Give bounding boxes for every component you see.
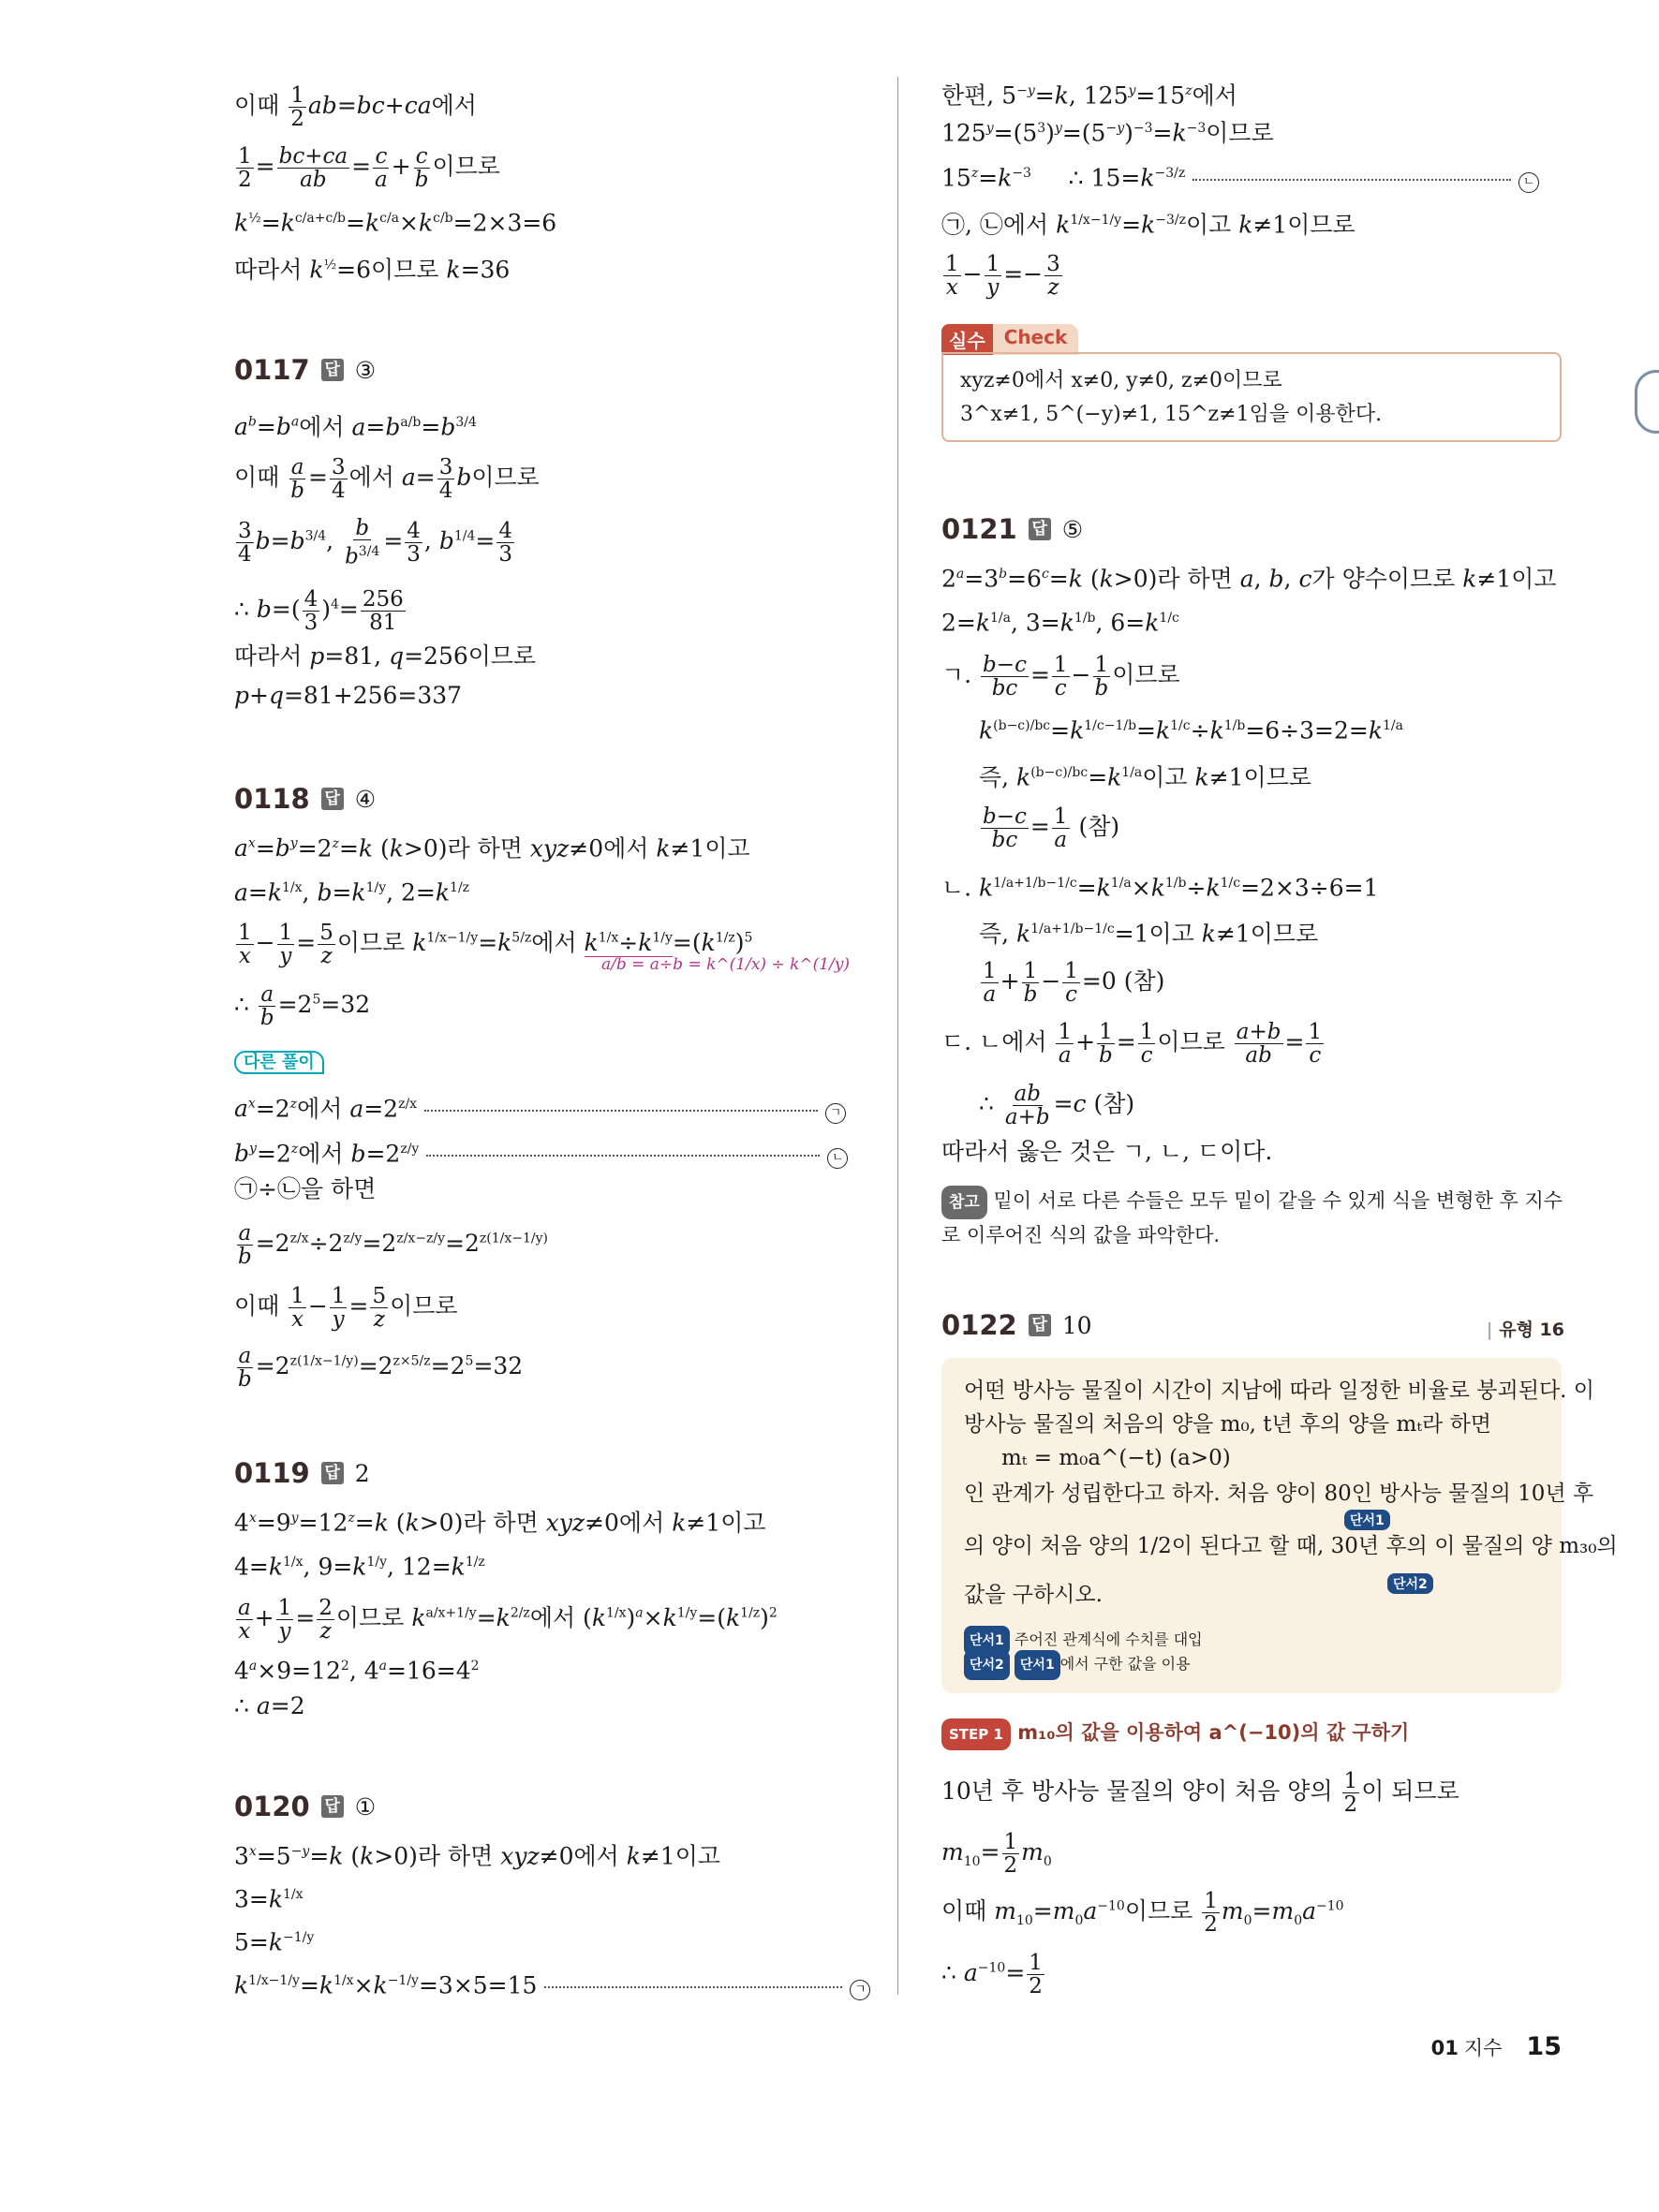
check-header: 실수 Check xyxy=(941,324,1078,355)
alt-line-6: $\frac{a}{b}$ $=2^{z(1/x-1/y)}=2^{z\times 5/z}=2^5=32$ xyxy=(238,1344,524,1392)
p0120-line-4: $k^{1/x-1/y}=k^{1/x}\times k^{-1/y}=3\times 5=15$ ㄱ xyxy=(234,1967,870,2000)
alt-line-1: $a^x=2^z$에서 $a=2^{z/x}$ ㄱ xyxy=(234,1090,846,1124)
answer-badge: 답 xyxy=(321,1462,344,1484)
step-line-2: $m_{10}=$ $\frac{1}{2}$ $m_0$ xyxy=(941,1830,1052,1878)
p0121-line-2: $2=k^{1/a}$, $3=k^{1/b}$, $6=k^{1/c}$ xyxy=(941,609,1179,637)
chapter-number: 01 xyxy=(1430,2037,1459,2059)
mark-3: ㄱ xyxy=(850,1980,870,2000)
step-badge: STEP 1 xyxy=(941,1718,1011,1750)
p0119-line-3: $\frac{a}{x}$ + $\frac{1}{y}$ = $\frac{2}{z}$ 이므로 $k^{a/x+1/y}=k^{2/z}$에서 $(k^{1/x})^a\times k^{1/y}=(k^{1/z})^2$ xyxy=(238,1596,778,1644)
p0121-line-9: $\frac{1}{a}$ + $\frac{1}{b}$ − $\frac{1}{c}$ =0 (참) xyxy=(983,959,1165,1007)
box-line-6: 값을 구하시오. xyxy=(964,1583,1103,1607)
p0121-line-7: ㄴ. $k^{1/a+1/b-1/c}=k^{1/a}\times k^{1/b}\div k^{1/c}=2\times 3\div 6=1$ xyxy=(941,874,1379,902)
p0121-line-8: 즉, $k^{1/a+1/b-1/c}=1$이고 k≠1이므로 xyxy=(979,920,1319,948)
page-footer xyxy=(1431,2032,1562,2061)
check-box xyxy=(941,352,1562,442)
p0117-line-6: p+q=81+256=337 xyxy=(234,682,463,709)
p0121-line-6: $\frac{b-c}{bc}$ = $\frac{1}{a}$ (참) xyxy=(983,804,1120,852)
p0121-line-4: $k^{(b-c)/bc}=k^{1/c-1/b}=k^{1/c}\div k^{1/b}=6\div 3=2=k^{1/a}$ xyxy=(979,716,1403,745)
answer-value: 2 xyxy=(354,1459,370,1487)
intro-line-1: 이때 $\frac{1}{2}$ ab=bc+ca에서 xyxy=(234,83,477,131)
clue-1-badge: 단서1 xyxy=(1344,1510,1390,1530)
box-line-3: mₜ = m₀a^(−t) (a>0) xyxy=(1001,1446,1231,1470)
problem-number: 0120 xyxy=(234,1791,310,1822)
mark-4: ㄴ xyxy=(1518,172,1539,193)
problem-0119-header xyxy=(234,1457,370,1489)
p0118-line-4: ∴ $\frac{a}{b}$ $=2^5=32$ xyxy=(234,982,371,1030)
cont-line-5: $\frac{1}{x}$ − $\frac{1}{y}$ =− $\frac{3}{z}$ xyxy=(945,252,1060,300)
step-line-1: 10년 후 방사능 물질의 양이 처음 양의 $\frac{1}{2}$ 이 되므로 xyxy=(941,1769,1459,1817)
problem-0117-header xyxy=(234,354,376,386)
check-line-2: 3^x≠1, 5^(−y)≠1, 15^z≠1임을 이용한다. xyxy=(960,403,1383,426)
intro-line-3: $k^{\frac{1}{2}}=k^{c/a+c/b}=k^{c/a}\times k^{c/b}=2\times 3=6$ xyxy=(234,209,557,237)
answer-value: ① xyxy=(354,1792,377,1821)
cont-line-4: ㉠, ㉡에서 $k^{1/x-1/y}=k^{-3/z}$이고 k≠1이므로 xyxy=(941,211,1355,239)
p0118-annotation: a/b = a÷b = k^(1/x) ÷ k^(1/y) xyxy=(601,955,851,974)
p0120-line-1: $3^x=5^{-y}=k$ (k>0)라 하면 xyz≠0에서 k≠1이고 xyxy=(234,1842,721,1870)
answer-badge: 답 xyxy=(321,788,344,810)
p0117-line-4: ∴ b=( $\frac{4}{3}$ )$^4$= $\frac{256}{81}$ xyxy=(234,587,404,635)
clue-2-hint: 단서2 단서1 에서 구한 값을 이용 xyxy=(964,1650,1191,1680)
problem-0121-header xyxy=(941,513,1083,545)
page-number: 15 xyxy=(1526,2032,1562,2061)
p0118-line-1: $a^x=b^y=2^z=k$ (k>0)라 하면 xyz≠0에서 k≠1이고 xyxy=(234,834,750,863)
problem-number: 0121 xyxy=(941,513,1017,545)
problem-number: 0118 xyxy=(234,783,310,815)
answer-badge: 답 xyxy=(1029,518,1051,540)
p0117-line-1: $a^b=b^a$에서 $a=b^{a/b}=b^{3/4}$ xyxy=(234,413,477,441)
problem-0120-header xyxy=(234,1791,376,1822)
answer-badge: 답 xyxy=(321,1795,344,1818)
p0121-line-10: ㄷ. ㄴ에서 $\frac{1}{a}$ + $\frac{1}{b}$ = $\frac{1}{c}$ 이므로 $\frac{a+b}{ab}$ = $\frac{1}{c}$ xyxy=(941,1020,1323,1068)
box-line-1: 어떤 방사능 물질이 시간이 지남에 따라 일정한 비율로 붕괴된다. 이 xyxy=(964,1379,1594,1403)
p0117-line-3: $\frac{3}{4}$ $b=b^{3/4}$, $\frac{b}{b^{3/4}}$ = $\frac{4}{3}$ , $b^{1/4}=$ $\frac{4}{3}$ xyxy=(238,516,512,569)
p0121-note xyxy=(941,1185,1564,1251)
step-title: m₁₀의 값을 이용하여 a^(−10)의 값 구하기 xyxy=(1017,1721,1410,1744)
cont-line-3: $15^z=k^{-3}$ ∴ $15=k^{-3/z}$ ㄴ xyxy=(941,159,1539,193)
note-text: 밑이 서로 다른 수들은 모두 밑이 같을 수 있게 식을 변형한 후 지수로 이루어진 식의 값을 파악한다. xyxy=(941,1189,1563,1246)
p0117-line-2: 이때 $\frac{a}{b}$ = $\frac{3}{4}$ 에서 a= $\frac{3}{4}$ b이므로 xyxy=(234,455,540,503)
chapter-tab-mark xyxy=(1635,370,1659,434)
problem-number: 0117 xyxy=(234,354,310,386)
clue-2-badge: 단서2 xyxy=(1387,1573,1433,1594)
p0120-line-3: $5=k^{-1/y}$ xyxy=(234,1928,315,1956)
answer-badge: 답 xyxy=(1029,1314,1051,1336)
p0119-line-2: $4=k^{1/x}$, $9=k^{1/y}$, $12=k^{1/z}$ xyxy=(234,1553,485,1581)
problem-number: 0119 xyxy=(234,1457,310,1489)
alt-solution-label: 다른 풀이 xyxy=(234,1049,324,1073)
p0119-line-5: ∴ a=2 xyxy=(234,1692,305,1719)
box-line-4: 인 관계가 성립한다고 하자. 처음 양이 80인 방사능 물질의 10년 후 xyxy=(964,1482,1594,1506)
mark-2: ㄴ xyxy=(827,1148,848,1169)
answer-badge: 답 xyxy=(321,359,344,381)
answer-value: ③ xyxy=(354,356,377,384)
check-line-1: xyz≠0에서 x≠0, y≠0, z≠0이므로 xyxy=(960,369,1282,392)
p0118-line-3: $\frac{1}{x}$ − $\frac{1}{y}$ = $\frac{5}{z}$ 이므로 $k^{1/x-1/y}=k^{5/z}$에서 $k^{1/x}\div k^{1/y}=(k^{1/z})^5$ xyxy=(238,921,753,968)
alt-line-5: 이때 $\frac{1}{x}$ − $\frac{1}{y}$ = $\frac{5}{z}$ 이므로 xyxy=(234,1284,458,1332)
step-1-heading xyxy=(941,1718,1409,1750)
problem-type: | 유형 16 xyxy=(1486,1320,1564,1340)
problem-0118-header xyxy=(234,783,376,815)
answer-value: 10 xyxy=(1061,1311,1092,1339)
p0119-line-1: $4^x=9^y=12^z=k$ (k>0)라 하면 xyz≠0에서 k≠1이고 xyxy=(234,1509,766,1537)
p0120-line-2: $3=k^{1/x}$ xyxy=(234,1885,304,1913)
step-line-4: ∴ $a^{-10}=$ $\frac{1}{2}$ xyxy=(941,1951,1043,1998)
note-label: 참고 xyxy=(941,1186,987,1219)
step-line-3: 이때 $m_{10}=m_0a^{-10}$이므로 $\frac{1}{2}$ $m_0=m_0a^{-10}$ xyxy=(941,1889,1344,1937)
intro-line-2: $\frac{1}{2}$ = $\frac{bc+ca}{ab}$ = $\frac{c}{a}$ + $\frac{c}{b}$ 이므로 xyxy=(238,144,500,192)
problem-box xyxy=(941,1358,1618,1693)
p0118-line-2: $a=k^{1/x}$, $b=k^{1/y}$, $2=k^{1/z}$ xyxy=(234,878,470,907)
p0119-line-4: $4^a\times 9=12^2$, $4^a=16=4^2$ xyxy=(234,1657,480,1685)
cont-line-1: 한편, $5^{-y}=k$, $125^y=15^z$에서 xyxy=(941,81,1237,110)
box-line-5: 의 양이 처음 양의 1/2이 된다고 할 때, 30년 후의 이 물질의 양 m₃₀의 xyxy=(964,1534,1618,1558)
p0121-line-11: ∴ $\frac{ab}{a+b}$ =c (참) xyxy=(979,1082,1135,1129)
p0121-line-3: ㄱ. $\frac{b-c}{bc}$ = $\frac{1}{c}$ − $\frac{1}{b}$ 이므로 xyxy=(941,653,1180,700)
p0121-line-12: 따라서 옳은 것은 ㄱ, ㄴ, ㄷ이다. xyxy=(941,1138,1273,1165)
cont-line-2: $125^y=(5^3)^y=(5^{-y})^{-3}=k^{-3}$이므로 xyxy=(941,119,1274,147)
alt-line-3: ㉠÷㉡을 하면 xyxy=(234,1175,377,1202)
clue-1-hint: 단서1 주어진 관계식에 수치를 대입 xyxy=(964,1626,1203,1656)
alt-line-4: $\frac{a}{b}$ $=2^{z/x}\div 2^{z/y}=2^{z/x-z/y}=2^{z(1/x-1/y)}$ xyxy=(238,1221,549,1269)
p0121-line-5: 즉, $k^{(b-c)/bc}=k^{1/a}$이고 k≠1이므로 xyxy=(979,763,1311,791)
column-divider xyxy=(897,77,898,1995)
p0117-line-5: 따라서 p=81, q=256이므로 xyxy=(234,642,537,670)
problem-number: 0122 xyxy=(941,1309,1017,1341)
problem-0122-header xyxy=(941,1309,1092,1341)
answer-value: ④ xyxy=(354,785,377,813)
mark-1: ㄱ xyxy=(825,1103,846,1124)
chapter-title: 지수 xyxy=(1463,2037,1503,2059)
p0121-line-1: $2^a=3^b=6^c=k$ (k>0)라 하면 a, b, c가 양수이므로 k≠1이고 xyxy=(941,565,1557,593)
intro-line-4: 따라서 $k^{\frac{1}{2}}=6$이므로 k=36 xyxy=(234,256,511,284)
alt-line-2: $b^y=2^z$에서 $b=2^{z/y}$ ㄴ xyxy=(234,1135,848,1169)
box-line-2: 방사능 물질의 처음의 양을 m₀, t년 후의 양을 mₜ라 하면 xyxy=(964,1412,1492,1437)
answer-value: ⑤ xyxy=(1061,515,1084,543)
